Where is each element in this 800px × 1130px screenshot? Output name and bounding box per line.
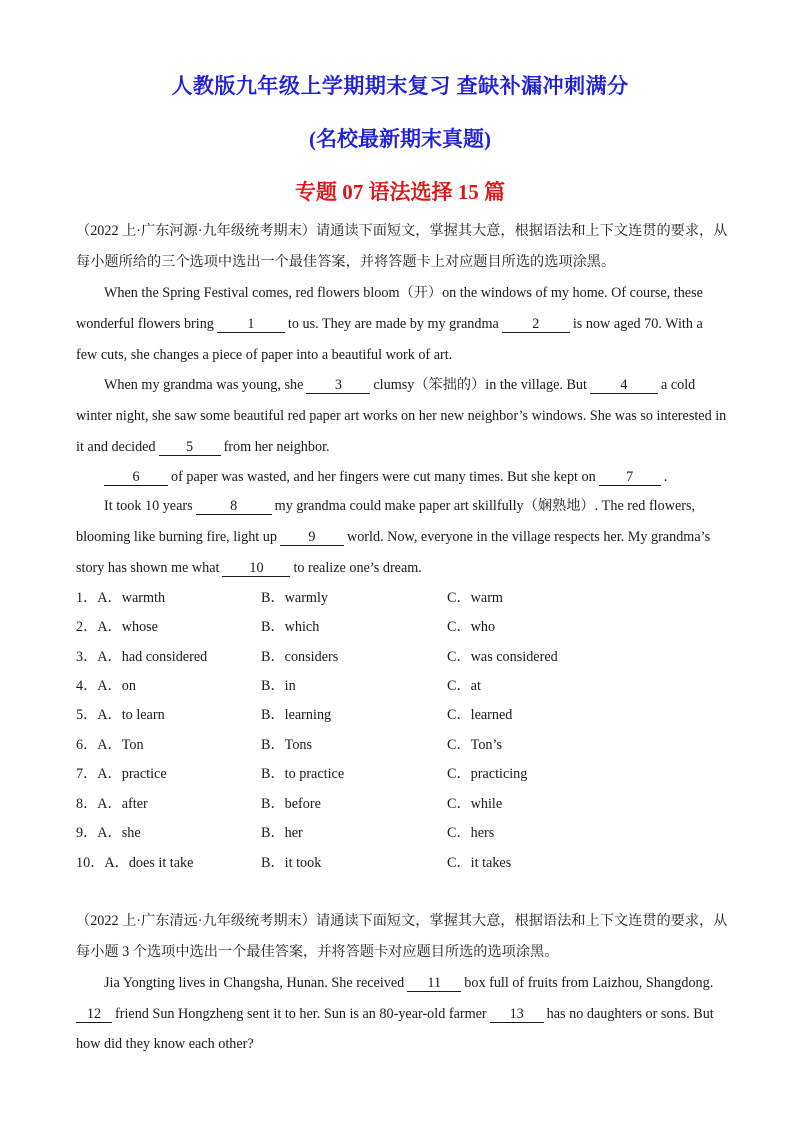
- option-row: 9．A．she: [76, 825, 141, 841]
- option-b[interactable]: B．it took: [261, 855, 322, 871]
- option-b[interactable]: B．which: [261, 619, 320, 635]
- option-c[interactable]: C．hers: [447, 825, 495, 841]
- option-b[interactable]: B．considers: [261, 649, 339, 665]
- blank-10: 10: [222, 561, 290, 577]
- topic-heading: 专题 07 语法选择 15 篇: [295, 180, 505, 204]
- document-title: 人教版九年级上学期期末复习 查缺补漏冲刺满分: [171, 74, 629, 98]
- blank-3: 3: [306, 378, 370, 394]
- option-c[interactable]: C．it takes: [447, 855, 512, 871]
- option-row: 8．A．after: [76, 796, 148, 812]
- option-c[interactable]: C．while: [447, 796, 503, 812]
- option-b[interactable]: B．before: [261, 796, 321, 812]
- passage2-line: Jia Yongting lives in Changsha, Hunan. She received 11 box full of fruits from Laizhou, Shangdong.: [104, 975, 714, 991]
- option-row: 7．A．practice: [76, 766, 167, 782]
- option-c[interactable]: C．was considered: [447, 649, 558, 665]
- blank-2: 2: [502, 317, 570, 333]
- blank-9: 9: [280, 530, 344, 546]
- blank-12: 12: [76, 1007, 112, 1023]
- option-b[interactable]: B．warmly: [261, 590, 328, 606]
- passage1-intro-line2: 每小题所给的三个选项中选出一个最佳答案，并将答题卡上对应题目所选的选项涂黑。: [76, 254, 616, 270]
- passage2-intro-line2: 每小题 3 个选项中选出一个最佳答案，并将答题卡对应题目所选的选项涂黑。: [76, 944, 559, 960]
- option-c[interactable]: C．learned: [447, 707, 513, 723]
- option-row: 4．A．on: [76, 678, 136, 694]
- option-row: 5．A．to learn: [76, 707, 165, 723]
- passage1-line: story has shown me what 10 to realize one’s dream.: [76, 560, 422, 576]
- passage2-intro-line1: （2022 上·广东清远·九年级统考期末）请通读下面短文，掌握其大意，根据语法和上下文连贯的要求，从: [76, 913, 728, 929]
- passage1-line: It took 10 years 8 my grandma could make paper art skillfully（娴熟地）. The red flowers,: [104, 498, 696, 514]
- blank-8: 8: [196, 499, 272, 515]
- option-b[interactable]: B．learning: [261, 707, 332, 723]
- option-b[interactable]: B．Tons: [261, 737, 313, 753]
- option-c[interactable]: C．warm: [447, 590, 503, 606]
- passage1-line: 6 of paper was wasted, and her fingers were cut many times. But she kept on 7 .: [104, 468, 667, 486]
- blank-13: 13: [490, 1007, 544, 1023]
- option-row: 10．A．does it take: [76, 855, 194, 871]
- blank-6: 6: [104, 470, 168, 486]
- option-b[interactable]: B．her: [261, 825, 303, 841]
- passage1-line: wonderful flowers bring 1 to us. They are made by my grandma 2 is now aged 70. With a: [76, 316, 703, 332]
- passage1-line: it and decided 5 from her neighbor.: [76, 439, 330, 455]
- blank-11: 11: [407, 976, 461, 992]
- passage2-line: how did they know each other?: [76, 1036, 254, 1052]
- option-b[interactable]: B．to practice: [261, 766, 345, 782]
- passage1-line: blooming like burning fire, light up 9 world. Now, everyone in the village respects her. My grandma’s: [76, 529, 711, 545]
- blank-4: 4: [590, 378, 658, 394]
- passage1-intro-line1: （2022 上·广东河源·九年级统考期末）请通读下面短文，掌握其大意，根据语法和上下文连贯的要求，从: [76, 223, 728, 239]
- option-row: 1．A．warmth: [76, 590, 166, 606]
- option-row: 6．A．Ton: [76, 737, 144, 753]
- passage1-line: winter night, she saw some beautiful red paper art works on her new neighbor’s windows. She was so interested in: [76, 408, 727, 424]
- passage1-line: few cuts, she changes a piece of paper into a beautiful work of art.: [76, 347, 453, 363]
- option-row: 2．A．whose: [76, 619, 158, 635]
- option-c[interactable]: C．practicing: [447, 766, 528, 782]
- blank-7: 7: [599, 470, 661, 486]
- option-c[interactable]: C．who: [447, 619, 496, 635]
- option-b[interactable]: B．in: [261, 678, 296, 694]
- option-c[interactable]: C．Ton’s: [447, 737, 502, 753]
- passage1-line: When the Spring Festival comes, red flowers bloom（开）on the windows of my home. Of course, these: [104, 285, 703, 301]
- blank-1: 1: [217, 317, 285, 333]
- passage2-line: 12 friend Sun Hongzheng sent it to her. Sun is an 80-year-old farmer 13 has no daughters or sons. But: [76, 1005, 714, 1023]
- option-c[interactable]: C．at: [447, 678, 481, 694]
- option-row: 3．A．had considered: [76, 649, 208, 665]
- document-subtitle: (名校最新期末真题): [309, 127, 491, 151]
- passage1-line: When my grandma was young, she 3 clumsy（笨拙的）in the village. But 4 a cold: [104, 377, 696, 393]
- blank-5: 5: [159, 440, 221, 456]
